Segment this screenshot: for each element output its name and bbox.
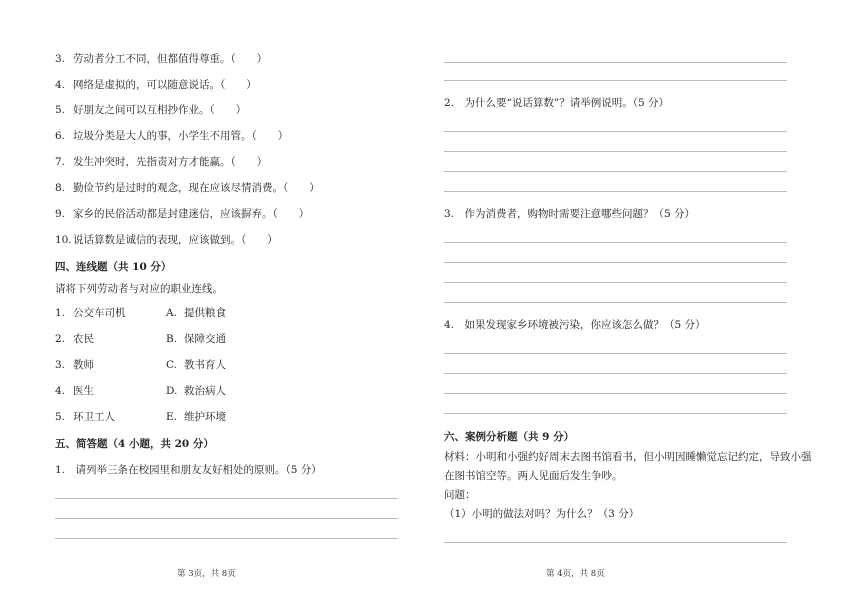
short-answer-q1: 1. 请列举三条在校园里和朋友友好相处的原则。（5 分） — [55, 464, 322, 476]
answer-line[interactable] — [444, 262, 787, 263]
answer-line[interactable] — [444, 80, 787, 81]
answer-line[interactable] — [444, 373, 787, 374]
case-material: 材料：小明和小强约好周末去图书馆看书，但小明因睡懒觉忘记约定，导致小强 — [444, 451, 812, 463]
tf-item: 4. 网络是虚拟的，可以随意说话。（ ） — [55, 79, 257, 91]
section-4-title: 四、连线题（共 10 分） — [55, 261, 172, 273]
tf-item: 10.说话算数是诚信的表现，应该做到。（ ） — [55, 234, 278, 246]
right-page — [430, 0, 860, 607]
tf-item: 8. 勤俭节约是过时的观念，现在应该尽情消费。（ ） — [55, 182, 320, 194]
page-footer: 第 3页，共 8页 — [177, 569, 236, 579]
match-left: 5. 环卫工人 — [55, 411, 115, 423]
tf-item: 3. 劳动者分工不同，但都值得尊重。（ ） — [55, 53, 268, 65]
answer-line[interactable] — [444, 151, 787, 152]
section-4-instruction: 请将下列劳动者与对应的职业连线。 — [55, 283, 223, 295]
case-material-cont: 在图书馆空等。两人见面后发生争吵。 — [444, 470, 623, 482]
match-right: B. 保障交通 — [166, 333, 226, 345]
match-right: C. 教书育人 — [166, 359, 226, 371]
answer-line[interactable] — [444, 62, 787, 63]
match-left: 1. 公交车司机 — [55, 307, 126, 319]
section-6-title: 六、案例分析题（共 9 分） — [444, 431, 575, 443]
answer-line[interactable] — [444, 191, 787, 192]
tf-item: 9. 家乡的民俗活动都是封建迷信，应该摒弃。（ ） — [55, 208, 310, 220]
short-answer-q3: 3. 作为消费者，购物时需要注意哪些问题？（5 分） — [444, 208, 696, 220]
answer-line[interactable] — [444, 353, 787, 354]
short-answer-q2: 2. 为什么要“说话算数”？请举例说明。（5 分） — [444, 97, 670, 109]
tf-item: 5. 好朋友之间可以互相抄作业。（ ） — [55, 104, 247, 116]
match-left: 4. 医生 — [55, 385, 94, 397]
answer-line[interactable] — [444, 393, 787, 394]
answer-line[interactable] — [444, 242, 787, 243]
short-answer-q4: 4. 如果发现家乡环境被污染，你应该怎么做？（5 分） — [444, 319, 706, 331]
case-question-label: 问题： — [444, 489, 476, 501]
answer-line[interactable] — [55, 538, 398, 539]
answer-line[interactable] — [55, 518, 398, 519]
match-right: A. 提供粮食 — [166, 307, 226, 319]
answer-line[interactable] — [55, 498, 398, 499]
match-right: D. 救治病人 — [166, 385, 226, 397]
answer-line[interactable] — [444, 171, 787, 172]
section-5-title: 五、简答题（4 小题，共 20 分） — [55, 438, 214, 450]
answer-line[interactable] — [444, 542, 787, 543]
match-left: 2. 农民 — [55, 333, 94, 345]
answer-line[interactable] — [444, 131, 787, 132]
page-footer: 第 4页，共 8页 — [546, 569, 605, 579]
answer-line[interactable] — [444, 302, 787, 303]
match-right: E. 维护环境 — [166, 411, 226, 423]
tf-item: 6. 垃圾分类是大人的事，小学生不用管。（ ） — [55, 130, 289, 142]
tf-item: 7. 发生冲突时，先指责对方才能赢。（ ） — [55, 156, 268, 168]
answer-line[interactable] — [444, 282, 787, 283]
answer-line[interactable] — [444, 413, 787, 414]
case-subquestion-1: （1）小明的做法对吗？为什么？（3 分） — [444, 508, 640, 520]
match-left: 3. 教师 — [55, 359, 94, 371]
